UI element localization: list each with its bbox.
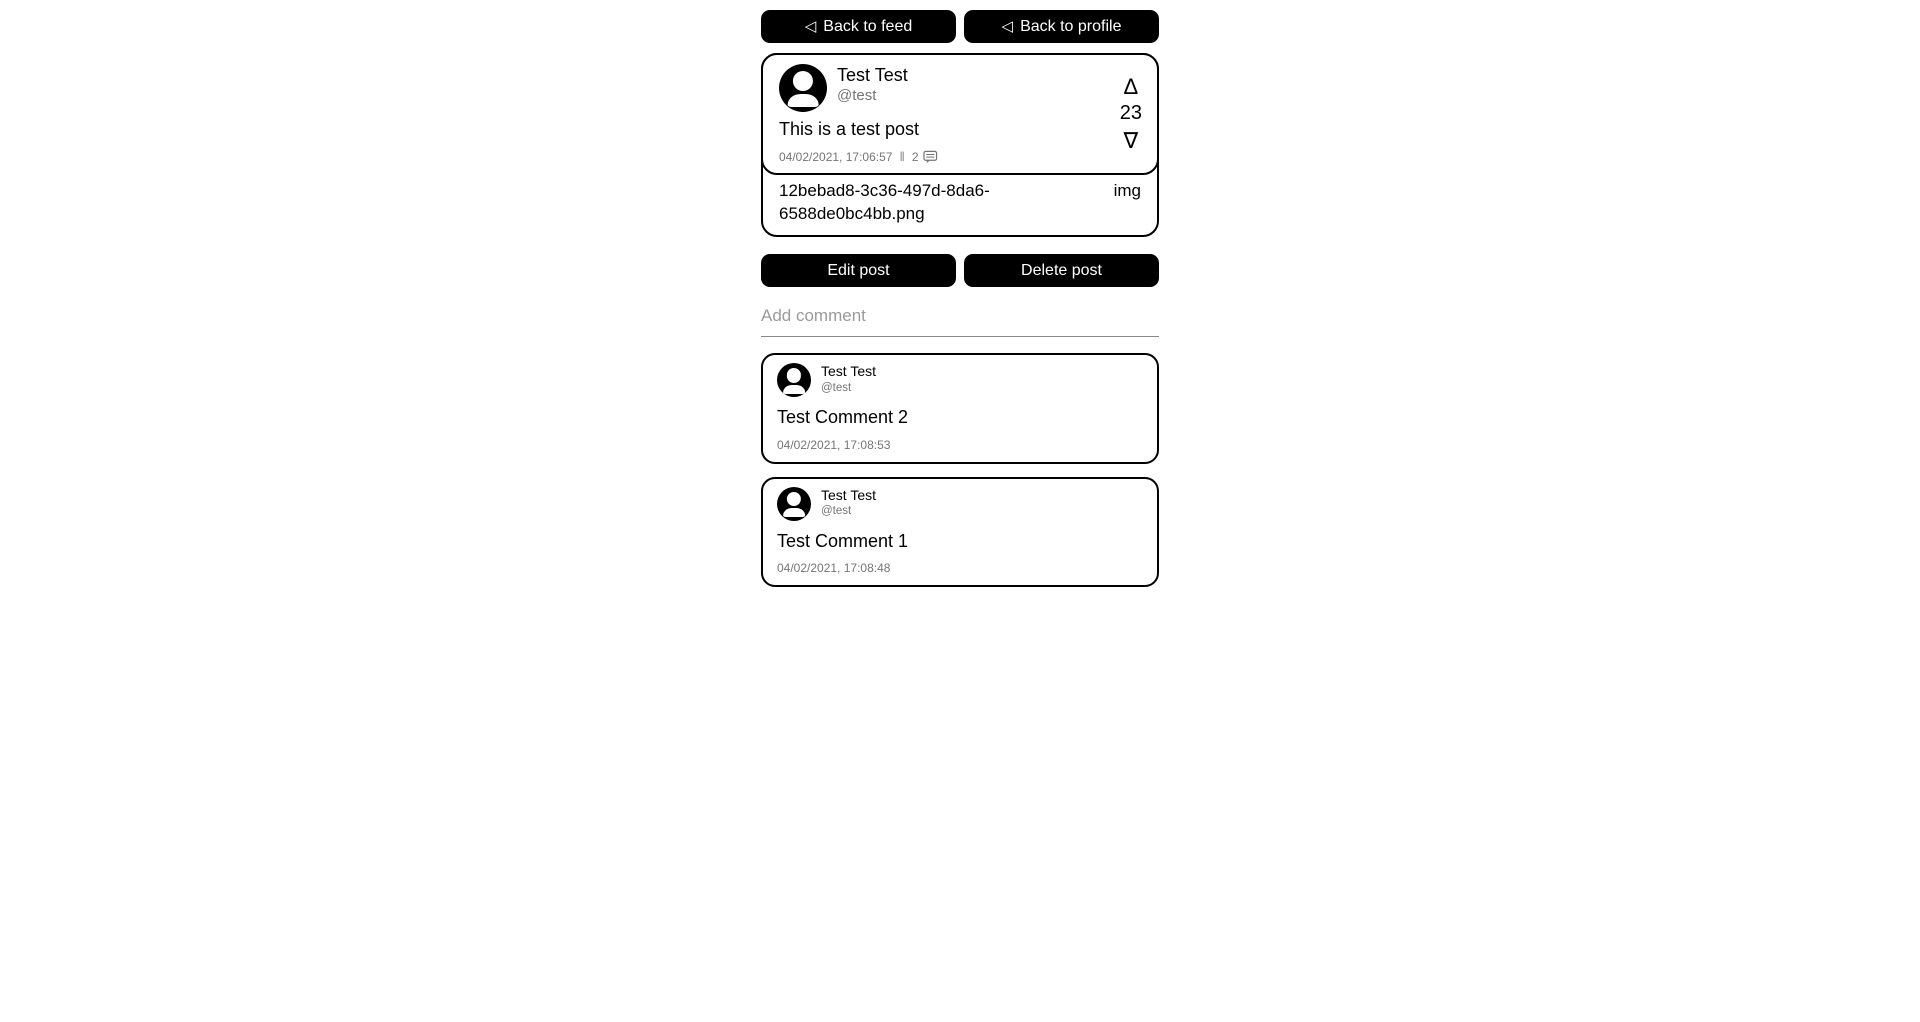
back-to-profile-button[interactable] <box>964 10 1159 43</box>
post-header <box>779 64 1141 112</box>
back-arrow-icon: ◁ <box>804 18 817 35</box>
comment-author-handle: @test <box>821 505 852 518</box>
comment-count: 2 <box>911 149 919 164</box>
user-avatar-icon <box>777 487 811 521</box>
comment-header <box>777 487 1143 521</box>
post-card <box>761 53 1159 175</box>
attachment-row <box>763 173 1157 235</box>
comment-author-name: Test Test <box>821 363 876 380</box>
edit-post-label: Edit post <box>827 261 890 279</box>
back-to-feed-label: Back to feed <box>823 17 913 35</box>
back-to-profile-label: Back to profile <box>1020 17 1122 35</box>
vote-score: 23 <box>1119 102 1142 125</box>
vote-controls <box>1120 74 1142 154</box>
attachment-type-badge: img <box>1113 181 1141 201</box>
comment-author-block <box>821 487 876 519</box>
attachment-filename[interactable]: 12bebad8-3c36-497d-8da6-6588de0bc4bb.png <box>779 181 990 223</box>
comment-text: Test Comment 2 <box>777 407 909 428</box>
comment-card <box>761 477 1159 588</box>
speech-bubble-icon <box>923 150 938 164</box>
delete-post-button[interactable] <box>964 254 1159 287</box>
comment-author-name: Test Test <box>821 486 876 503</box>
post-author-handle: @test <box>837 86 877 104</box>
post-detail-page <box>761 10 1159 587</box>
comment-header <box>777 363 1143 397</box>
comment-author-handle: @test <box>821 381 852 394</box>
post-with-attachments-card <box>761 53 1159 237</box>
back-to-feed-button[interactable] <box>761 10 956 43</box>
user-avatar-icon <box>777 363 811 397</box>
post-actions-row <box>761 254 1159 287</box>
user-avatar-icon <box>779 64 827 112</box>
post-author-name: Test Test <box>837 65 908 85</box>
post-author-block <box>837 64 908 105</box>
top-nav-row <box>761 10 1159 43</box>
post-content: This is a test post <box>779 119 920 139</box>
comment-card <box>761 353 1159 464</box>
upvote-button[interactable] <box>1124 74 1139 99</box>
post-timestamp: 04/02/2021, 17:06:57 <box>779 149 893 164</box>
add-comment-input[interactable] <box>761 306 1159 337</box>
comment-text: Test Comment 1 <box>777 530 909 551</box>
delete-post-label: Delete post <box>1021 261 1102 279</box>
upvote-icon: Δ <box>1123 74 1139 100</box>
comment-author-block <box>821 363 876 395</box>
comment-count-indicator <box>912 150 938 164</box>
downvote-button[interactable] <box>1124 129 1139 154</box>
comment-timestamp: 04/02/2021, 17:08:48 <box>777 561 891 576</box>
meta-separator: ‖ <box>899 149 905 165</box>
add-comment-field-wrap <box>761 306 1159 337</box>
downvote-icon: ∇ <box>1123 128 1139 154</box>
comment-timestamp: 04/02/2021, 17:08:53 <box>777 437 891 452</box>
edit-post-button[interactable] <box>761 254 956 287</box>
post-meta-row <box>779 149 1141 164</box>
back-arrow-icon: ◁ <box>1001 18 1014 35</box>
